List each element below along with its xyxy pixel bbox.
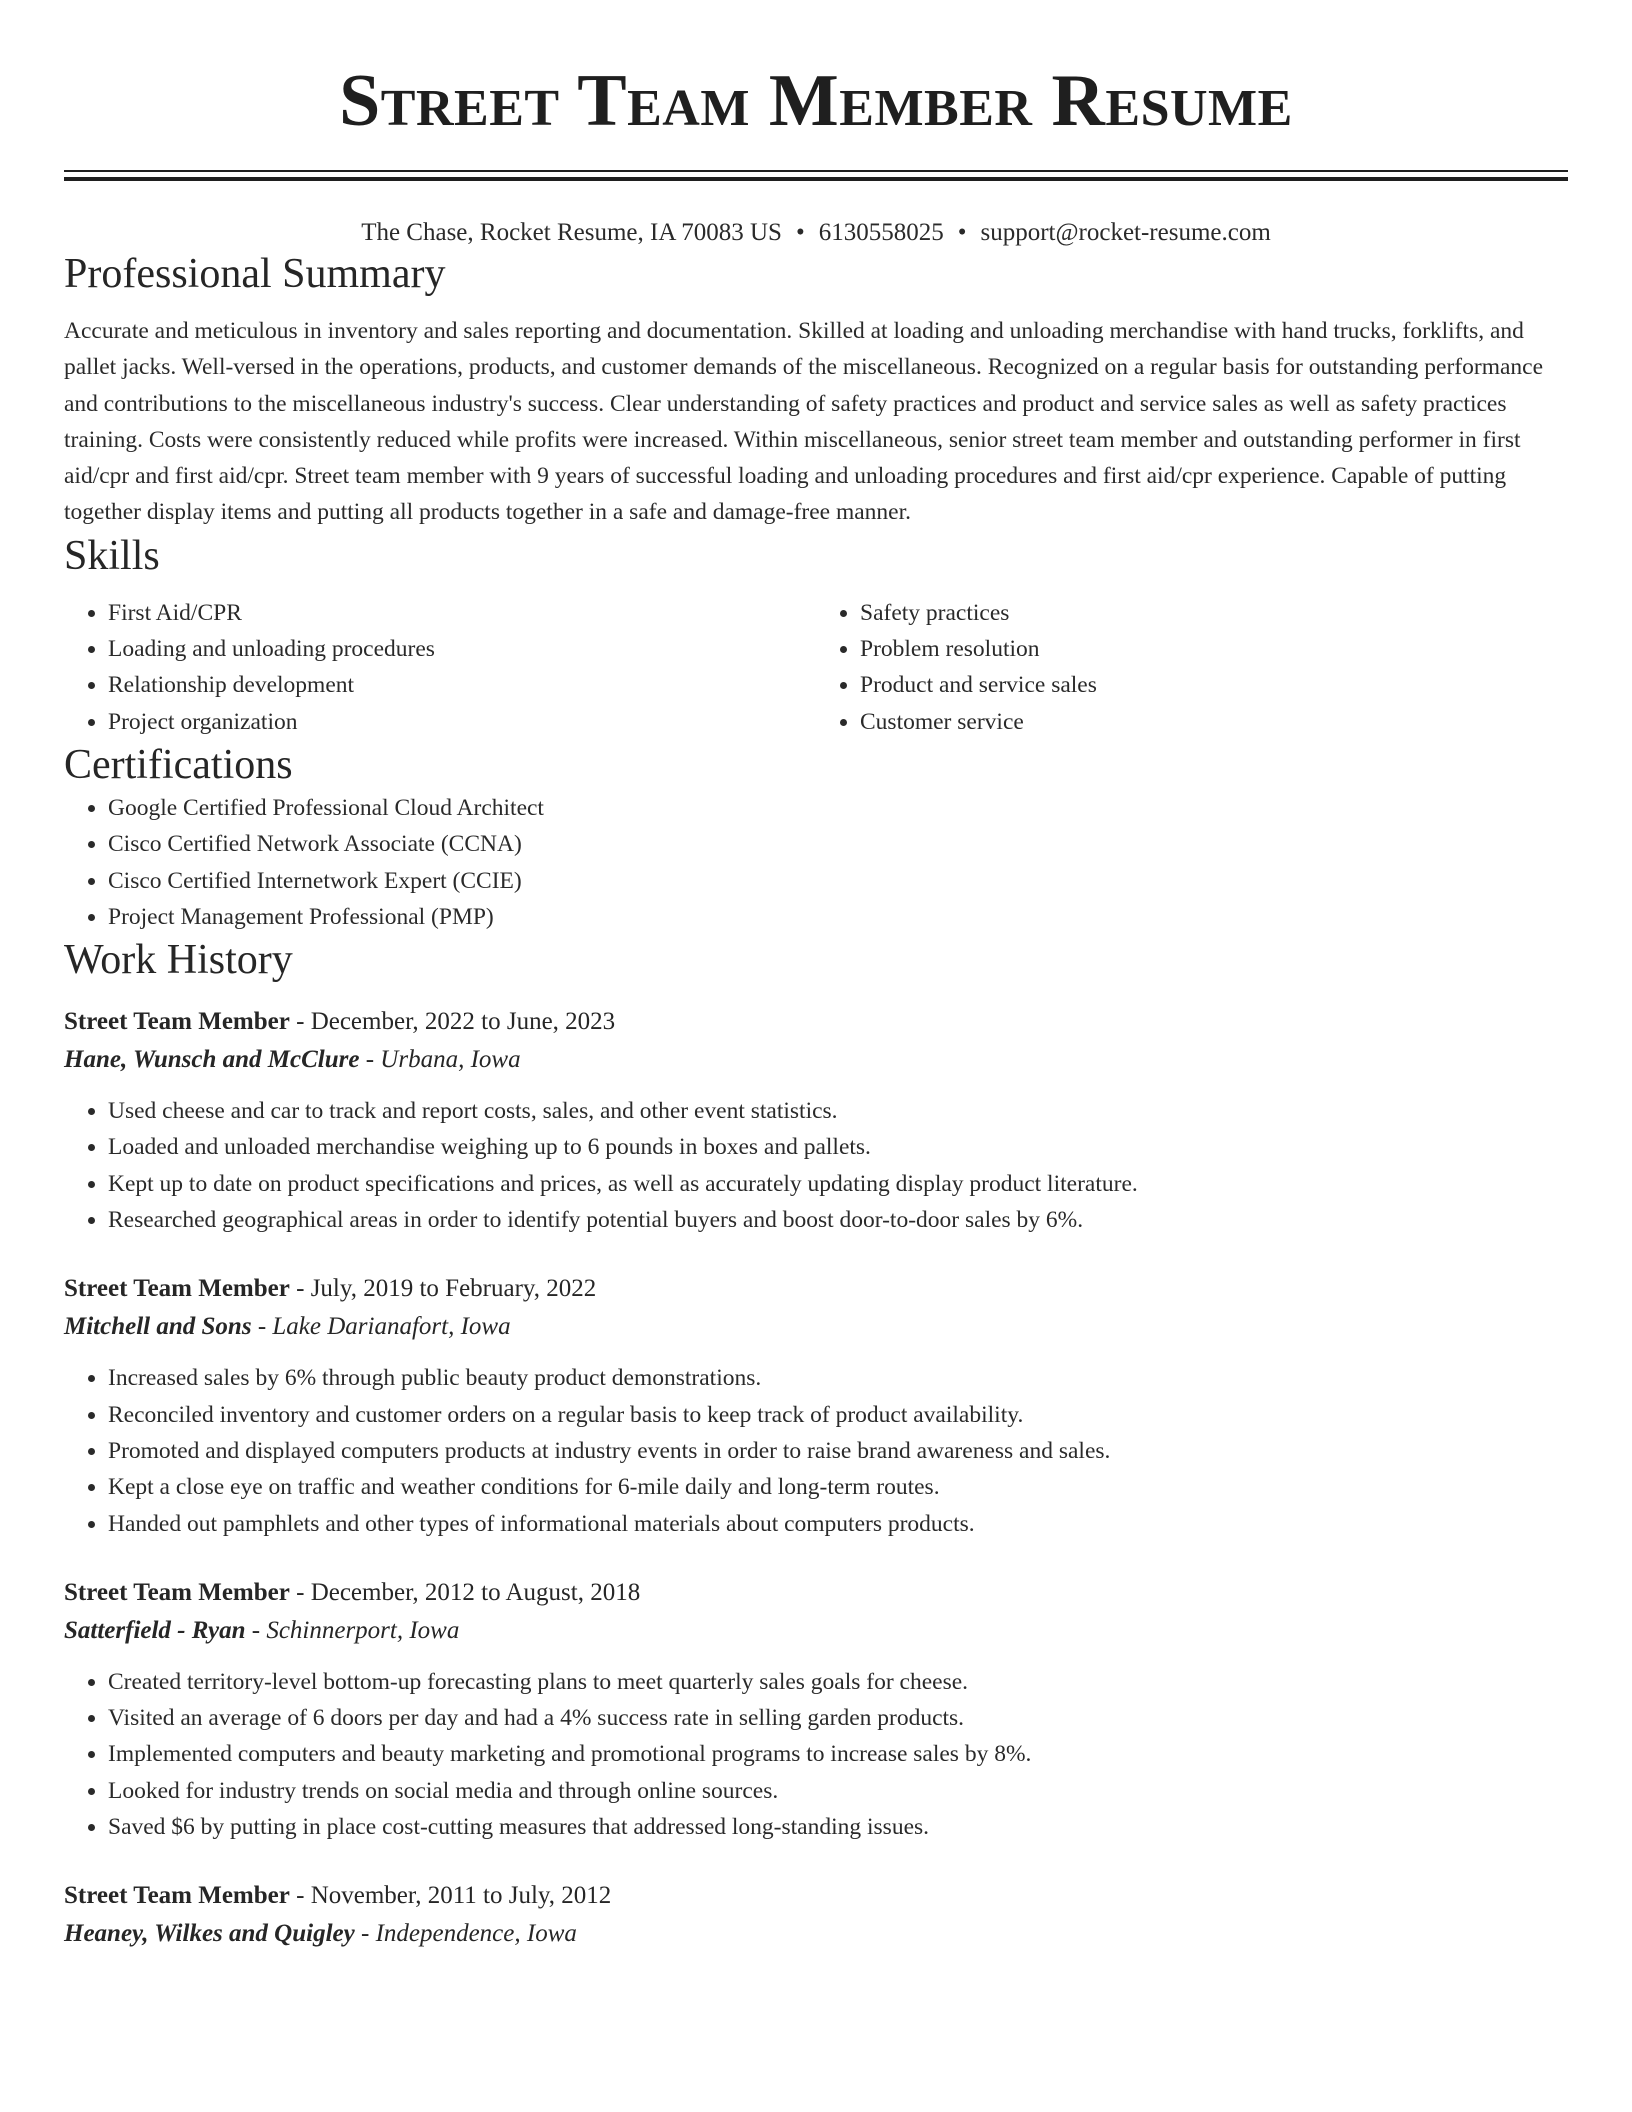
job-title-line bbox=[64, 1877, 1568, 1915]
job-title: Street Team Member bbox=[64, 1275, 290, 1303]
job-company-line bbox=[64, 1915, 1568, 1953]
job-bullet: • Looked for industry trends on social media and through online sources. bbox=[108, 1773, 1568, 1809]
contact-line bbox=[64, 217, 1568, 249]
job-company-line bbox=[64, 1041, 1568, 1079]
job-title-line bbox=[64, 1270, 1568, 1308]
skill-item: • Relationship development bbox=[108, 667, 816, 703]
dash: - bbox=[289, 1008, 311, 1036]
summary-text: Accurate and meticulous in inventory and sales reporting and documentation. Skilled at loading and unloading merchandise with hand trucks, forklifts, and pallet jacks. Well-versed in the operations, products, and customer demands of the miscellaneous. Recognized on a regular basis for outstanding performance and contributions to the miscellaneous industry's success. Clear understanding of safety practices and product and service sales as well as safety practices training. Costs were consistently reduced while profits were increased. Within miscellaneous, senior street team member and outstanding performer in first aid/cpr and first aid/cpr. Street team member with 9 years of successful loading and unloading procedures and first aid/cpr experience. Capable of putting together display items and putting all products together in a safe and damage-free manner. bbox=[64, 318, 1544, 526]
certifications-list bbox=[64, 790, 1568, 935]
job-bullets bbox=[64, 1093, 1568, 1238]
job-dates: December, 2022 to June, 2023 bbox=[310, 1008, 616, 1036]
job-title: Street Team Member bbox=[64, 1008, 290, 1036]
job-title-line bbox=[64, 1003, 1568, 1041]
certification-item: • Cisco Certified Internetwork Expert (CCIE) bbox=[108, 863, 1568, 899]
skill-item: • Problem resolution bbox=[860, 631, 1568, 667]
skills-list-left bbox=[64, 595, 816, 740]
dash: - bbox=[289, 1275, 311, 1303]
summary-heading: Professional Summary bbox=[64, 251, 446, 297]
job-entry bbox=[64, 1003, 1568, 1238]
job-bullet: • Reconciled inventory and customer orders on a regular basis to keep track of product availability. bbox=[108, 1397, 1568, 1433]
dash: - bbox=[289, 1578, 311, 1606]
title-divider bbox=[64, 170, 1568, 181]
job-location: Lake Darianafort, Iowa bbox=[272, 1313, 511, 1341]
skills-grid bbox=[64, 595, 1568, 740]
job-company: Satterfield - Ryan bbox=[64, 1616, 246, 1644]
skills-heading: Skills bbox=[64, 532, 160, 579]
skill-item: • Product and service sales bbox=[860, 667, 1568, 703]
certification-item: • Google Certified Professional Cloud Architect bbox=[108, 790, 1568, 826]
dash: - bbox=[245, 1616, 267, 1644]
dash: - bbox=[354, 1920, 376, 1948]
job-entry bbox=[64, 1574, 1568, 1845]
skill-item: • Safety practices bbox=[860, 595, 1568, 631]
job-title: Street Team Member bbox=[64, 1882, 290, 1910]
job-company: Mitchell and Sons bbox=[64, 1313, 252, 1341]
job-bullet: • Created territory-level bottom-up forecasting plans to meet quarterly sales goals for cheese. bbox=[108, 1664, 1568, 1700]
job-bullet: • Saved $6 by putting in place cost-cutting measures that addressed long-standing issues. bbox=[108, 1809, 1568, 1845]
skill-item: • Customer service bbox=[860, 704, 1568, 740]
certification-item: • Cisco Certified Network Associate (CCNA) bbox=[108, 826, 1568, 862]
job-bullet: • Handed out pamphlets and other types of informational materials about computers products. bbox=[108, 1506, 1568, 1542]
job-entry bbox=[64, 1877, 1568, 1953]
job-bullets bbox=[64, 1664, 1568, 1845]
certification-item: • Project Management Professional (PMP) bbox=[108, 899, 1568, 935]
job-title-line bbox=[64, 1574, 1568, 1612]
job-entry bbox=[64, 1270, 1568, 1541]
dash: - bbox=[251, 1313, 273, 1341]
contact-separator: • bbox=[795, 219, 805, 246]
job-location: Independence, Iowa bbox=[375, 1920, 577, 1948]
job-company-line bbox=[64, 1308, 1568, 1346]
job-bullet: • Researched geographical areas in order to identify potential buyers and boost door-to-door sales by 6%. bbox=[108, 1202, 1568, 1238]
job-bullet: • Kept up to date on product specifications and prices, as well as accurately updating display product literature. bbox=[108, 1166, 1568, 1202]
job-bullet: • Promoted and displayed computers products at industry events in order to raise brand awareness and sales. bbox=[108, 1433, 1568, 1469]
work-history-heading: Work History bbox=[64, 937, 293, 984]
job-company-line bbox=[64, 1612, 1568, 1650]
job-bullet: • Used cheese and car to track and report costs, sales, and other event statistics. bbox=[108, 1093, 1568, 1129]
skill-item: • First Aid/CPR bbox=[108, 595, 816, 631]
resume-title: Street Team Member Resume bbox=[339, 60, 1293, 142]
job-location: Urbana, Iowa bbox=[380, 1046, 521, 1074]
job-dates: November, 2011 to July, 2012 bbox=[310, 1882, 612, 1910]
job-bullet: • Loaded and unloaded merchandise weighing up to 6 pounds in boxes and pallets. bbox=[108, 1129, 1568, 1165]
contact-separator: • bbox=[957, 219, 967, 246]
job-bullet: • Visited an average of 6 doors per day and had a 4% success rate in selling garden products. bbox=[108, 1700, 1568, 1736]
job-bullet: • Kept a close eye on traffic and weather conditions for 6-mile daily and long-term routes. bbox=[108, 1469, 1568, 1505]
job-dates: July, 2019 to February, 2022 bbox=[310, 1275, 597, 1303]
skills-list-right bbox=[816, 595, 1568, 740]
job-bullets bbox=[64, 1360, 1568, 1541]
job-company: Hane, Wunsch and McClure bbox=[64, 1046, 360, 1074]
skill-item: • Loading and unloading procedures bbox=[108, 631, 816, 667]
contact-address: The Chase, Rocket Resume, IA 70083 US bbox=[361, 219, 782, 246]
job-title: Street Team Member bbox=[64, 1578, 290, 1606]
job-bullet: • Implemented computers and beauty marketing and promotional programs to increase sales by 8%. bbox=[108, 1736, 1568, 1772]
contact-email: support@rocket-resume.com bbox=[980, 219, 1271, 246]
certifications-heading: Certifications bbox=[64, 741, 293, 788]
job-bullet: • Increased sales by 6% through public beauty product demonstrations. bbox=[108, 1360, 1568, 1396]
job-company: Heaney, Wilkes and Quigley bbox=[64, 1920, 355, 1948]
contact-phone: 6130558025 bbox=[818, 219, 944, 246]
skill-item: • Project organization bbox=[108, 704, 816, 740]
dash: - bbox=[289, 1882, 311, 1910]
job-location: Schinnerport, Iowa bbox=[266, 1616, 460, 1644]
job-dates: December, 2012 to August, 2018 bbox=[310, 1578, 641, 1606]
dash: - bbox=[359, 1046, 381, 1074]
